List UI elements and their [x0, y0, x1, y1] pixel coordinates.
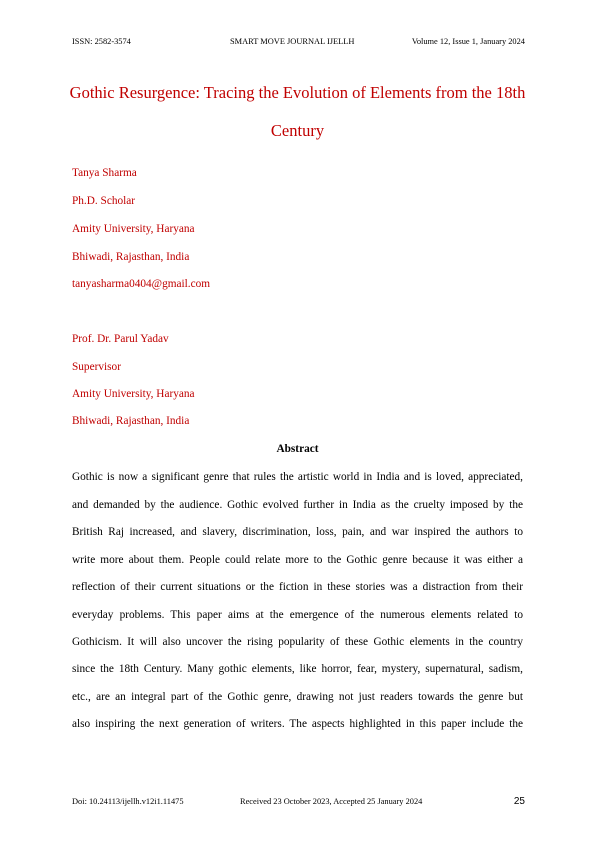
abstract-line: British Raj increased, and slavery, discrimination, loss, pain, and war inspired the authors to [72, 526, 523, 538]
author-institution: Amity University, Haryana [72, 223, 195, 235]
abstract-line: and demanded by the audience. Gothic evolved further in India as the cruelty imposed by the [72, 499, 523, 511]
author-name: Prof. Dr. Parul Yadav [72, 333, 169, 345]
running-header [72, 36, 525, 48]
abstract-line: everyday problems. This paper aims at the emergence of the numerous elements related to [72, 609, 523, 621]
abstract-line: Gothic is now a significant genre that rules the artistic world in India and is loved, appreciated, [72, 471, 523, 483]
abstract-line: write more about them. People could relate more to the Gothic genre because it was either a [72, 554, 523, 566]
received-accepted-dates: Received 23 October 2023, Accepted 25 January 2024 [240, 797, 423, 806]
abstract-line: Gothicism. It will also uncover the rising popularity of these Gothic elements in the country [72, 636, 523, 648]
page-number: 25 [513, 796, 525, 807]
page-footer [72, 796, 525, 808]
journal-name: SMART MOVE JOURNAL IJELLH [230, 37, 355, 46]
author-role: Supervisor [72, 361, 121, 373]
abstract-line: also inspiring the next generation of writers. The aspects highlighted in this paper include the [72, 718, 523, 730]
paper-title-line-1: Gothic Resurgence: Tracing the Evolution of Elements from the 18th [69, 83, 526, 102]
author-name: Tanya Sharma [72, 167, 137, 179]
abstract-line: reflection of their current situations or the fiction in these stories was a distraction from their [72, 581, 523, 593]
paper-title-line-2: Century [270, 121, 325, 140]
author-institution: Amity University, Haryana [72, 388, 195, 400]
author-email[interactable]: tanyasharma0404@gmail.com [72, 278, 211, 290]
abstract-line: etc., are an integral part of the Gothic genre, drawing not just readers towards the genre but [72, 691, 523, 703]
author-role: Ph.D. Scholar [72, 195, 136, 207]
issn-label: ISSN: 2582-3574 [72, 37, 131, 46]
abstract-heading: Abstract [276, 443, 319, 455]
doi-label: Doi: 10.24113/ijellh.v12i1.11475 [72, 797, 184, 806]
author-location: Bhiwadi, Rajasthan, India [72, 251, 190, 263]
abstract-line: since the 18th Century. Many gothic elements, like horror, fear, mystery, supernatural, sadism, [72, 663, 523, 675]
volume-issue: Volume 12, Issue 1, January 2024 [411, 37, 525, 46]
author-location: Bhiwadi, Rajasthan, India [72, 415, 190, 427]
